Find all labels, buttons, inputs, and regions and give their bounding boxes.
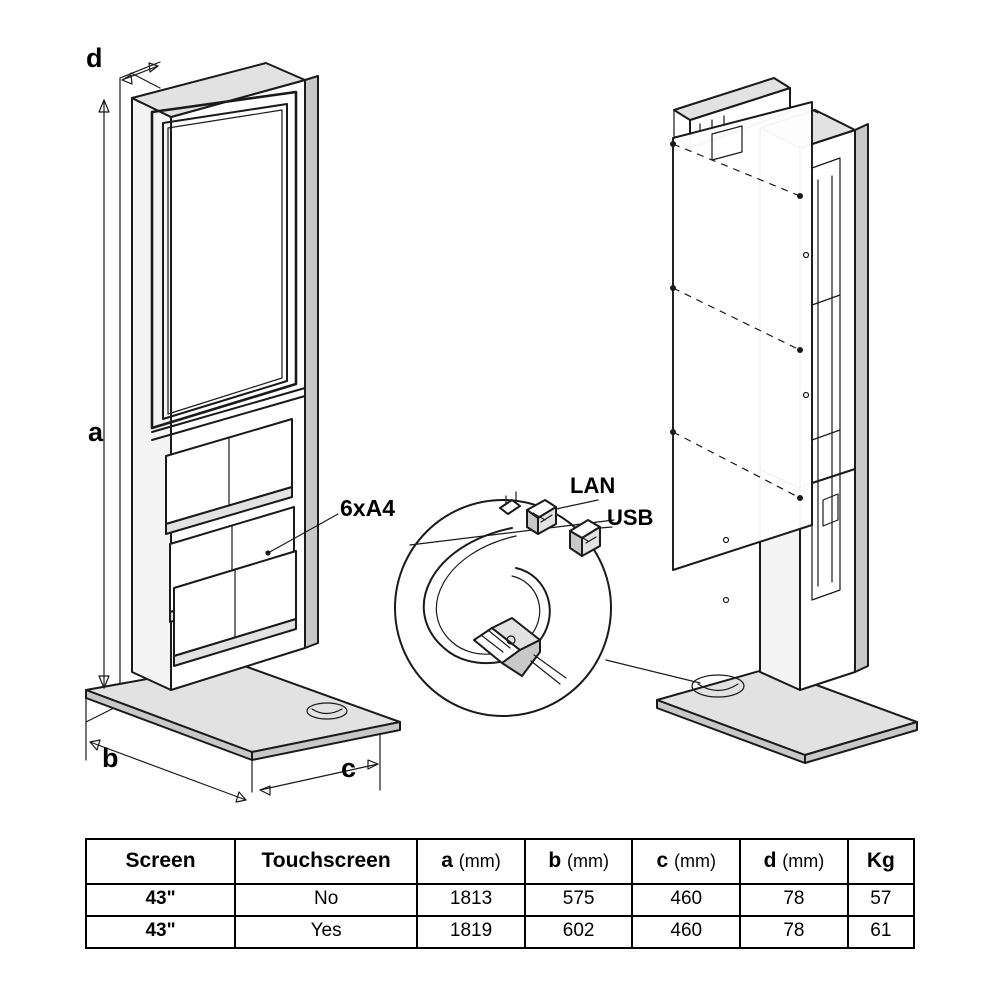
header-a-unit: (mm)	[458, 851, 501, 871]
header-c-unit: (mm)	[674, 851, 717, 871]
dimension-label-b: b	[102, 743, 119, 773]
cell-d: 78	[740, 884, 848, 916]
brochure-holder	[166, 419, 296, 666]
header-c	[632, 839, 740, 884]
header-touchscreen	[235, 839, 417, 884]
spec-table	[85, 838, 915, 949]
header-a-text: a	[441, 849, 453, 872]
cell-touchscreen: Yes	[235, 916, 417, 948]
connection-detail-callout	[395, 492, 700, 716]
cell-d: 78	[740, 916, 848, 948]
cell-touchscreen: No	[235, 884, 417, 916]
table-row	[86, 916, 914, 948]
cell-screen: 43"	[86, 916, 235, 948]
header-kg-text: Kg	[866, 849, 895, 872]
rear-access-panel	[673, 102, 812, 570]
header-touchscreen-text: Touchscreen	[261, 849, 391, 872]
callout-usb: USB	[607, 505, 654, 530]
header-b	[525, 839, 633, 884]
table-row	[86, 884, 914, 916]
table-header-row	[86, 839, 914, 884]
callout-brochure-holder: 6xA4	[340, 495, 395, 521]
dimension-label-a: a	[88, 417, 104, 447]
rear-view-totem	[657, 78, 917, 763]
header-d	[740, 839, 848, 884]
power-plug	[474, 618, 566, 684]
spec-table-container	[85, 838, 915, 949]
power-inlet	[500, 492, 520, 514]
cell-c: 460	[632, 884, 740, 916]
cell-kg: 57	[848, 884, 914, 916]
front-view-totem	[86, 62, 400, 792]
header-screen	[86, 839, 235, 884]
header-c-text: c	[656, 849, 669, 872]
header-b-text: b	[548, 849, 562, 872]
cell-b: 602	[525, 916, 633, 948]
cell-c: 460	[632, 916, 740, 948]
lan-port	[527, 500, 556, 534]
dimension-label-c: c	[341, 753, 357, 783]
cell-a: 1813	[417, 884, 525, 916]
base-plate	[86, 663, 400, 760]
header-d-unit: (mm)	[782, 851, 825, 871]
header-screen-text: Screen	[125, 849, 196, 872]
callout-lan: LAN	[570, 473, 616, 498]
header-d-text: d	[763, 849, 777, 872]
header-b-unit: (mm)	[566, 851, 609, 871]
cell-a: 1819	[417, 916, 525, 948]
cell-b: 575	[525, 884, 633, 916]
cell-kg: 61	[848, 916, 914, 948]
dimension-label-d: d	[86, 43, 103, 73]
header-kg	[848, 839, 914, 884]
header-a	[417, 839, 525, 884]
cell-screen: 43"	[86, 884, 235, 916]
